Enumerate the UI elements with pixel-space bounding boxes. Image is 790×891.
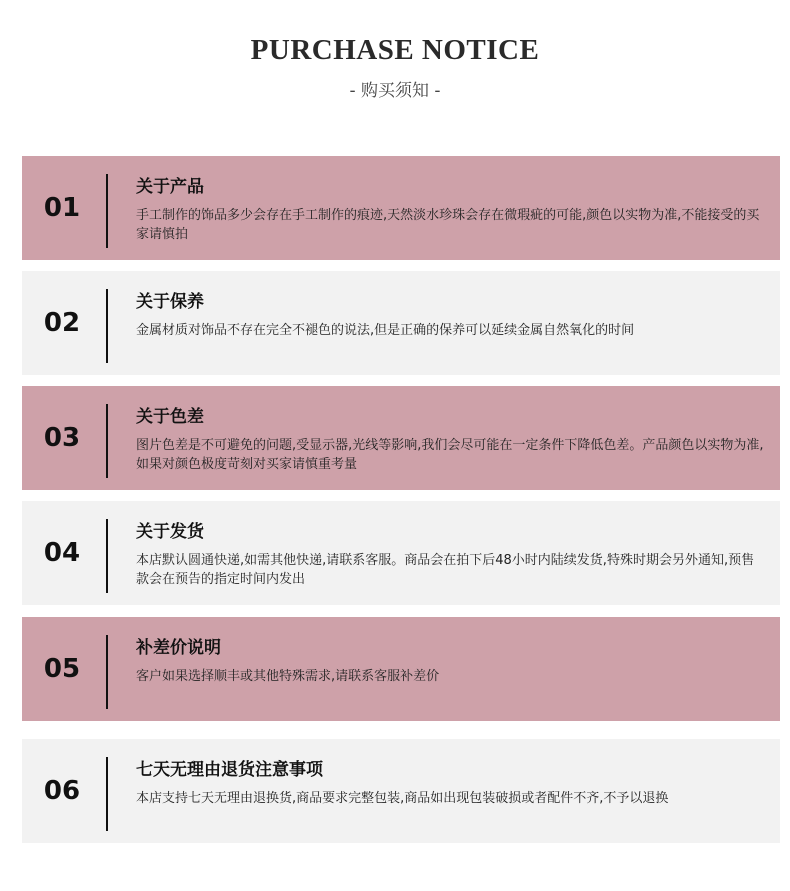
notice-item-06 (22, 739, 780, 843)
notice-text (136, 406, 764, 474)
notice-item-02 (22, 271, 780, 375)
notice-text (136, 521, 764, 589)
notice-item-04 (22, 501, 780, 605)
notice-number: 02 (43, 308, 81, 338)
notice-heading: 补差价说明 (136, 638, 221, 658)
notice-body: 本店默认圆通快递,如需其他快递,请联系客服。商品会在拍下后48小时内陆续发货,特殊时期会另外通知,预售款会在预告的指定时间内发出 (136, 553, 755, 587)
page-subtitle: - 购买须知 - (349, 81, 441, 101)
notice-heading: 关于发货 (136, 522, 204, 542)
notice-number: 04 (43, 538, 81, 568)
notice-body: 金属材质对饰品不存在完全不褪色的说法,但是正确的保养可以延续金属自然氧化的时间 (136, 323, 635, 338)
notice-item-03 (22, 386, 780, 490)
notice-text (136, 176, 764, 244)
notice-item-01 (22, 156, 780, 260)
notice-divider (106, 289, 108, 363)
notice-number: 01 (43, 193, 81, 223)
notice-text (136, 291, 764, 340)
notice-number: 06 (43, 776, 81, 806)
notice-divider (106, 174, 108, 248)
notice-divider (106, 635, 108, 709)
notice-divider (106, 519, 108, 593)
notice-divider (106, 404, 108, 478)
notice-heading: 关于保养 (136, 292, 204, 312)
notice-text (136, 759, 764, 808)
notice-body: 图片色差是不可避免的问题,受显示器,光线等影响,我们会尽可能在一定条件下降低色差。产品颜色以实物为准,如果对颜色极度苛刻对买家请慎重考量 (136, 438, 764, 472)
notice-heading: 关于产品 (136, 177, 204, 197)
page-header (0, 0, 790, 140)
notice-item-05 (22, 617, 780, 721)
notice-body: 手工制作的饰品多少会存在手工制作的痕迹,天然淡水珍珠会存在微瑕疵的可能,颜色以实物为准,不能接受的买家请慎拍 (136, 208, 760, 242)
notice-heading: 七天无理由退货注意事项 (136, 760, 323, 780)
notice-text (136, 637, 764, 686)
notice-divider (106, 757, 108, 831)
notice-body: 客户如果选择顺丰或其他特殊需求,请联系客服补差价 (136, 669, 440, 684)
notice-number: 05 (43, 654, 81, 684)
notice-heading: 关于色差 (136, 407, 204, 427)
page-title: PURCHASE NOTICE (250, 34, 540, 66)
notice-number: 03 (43, 423, 81, 453)
notice-body: 本店支持七天无理由退换货,商品要求完整包装,商品如出现包装破损或者配件不齐,不予以退换 (136, 791, 669, 806)
